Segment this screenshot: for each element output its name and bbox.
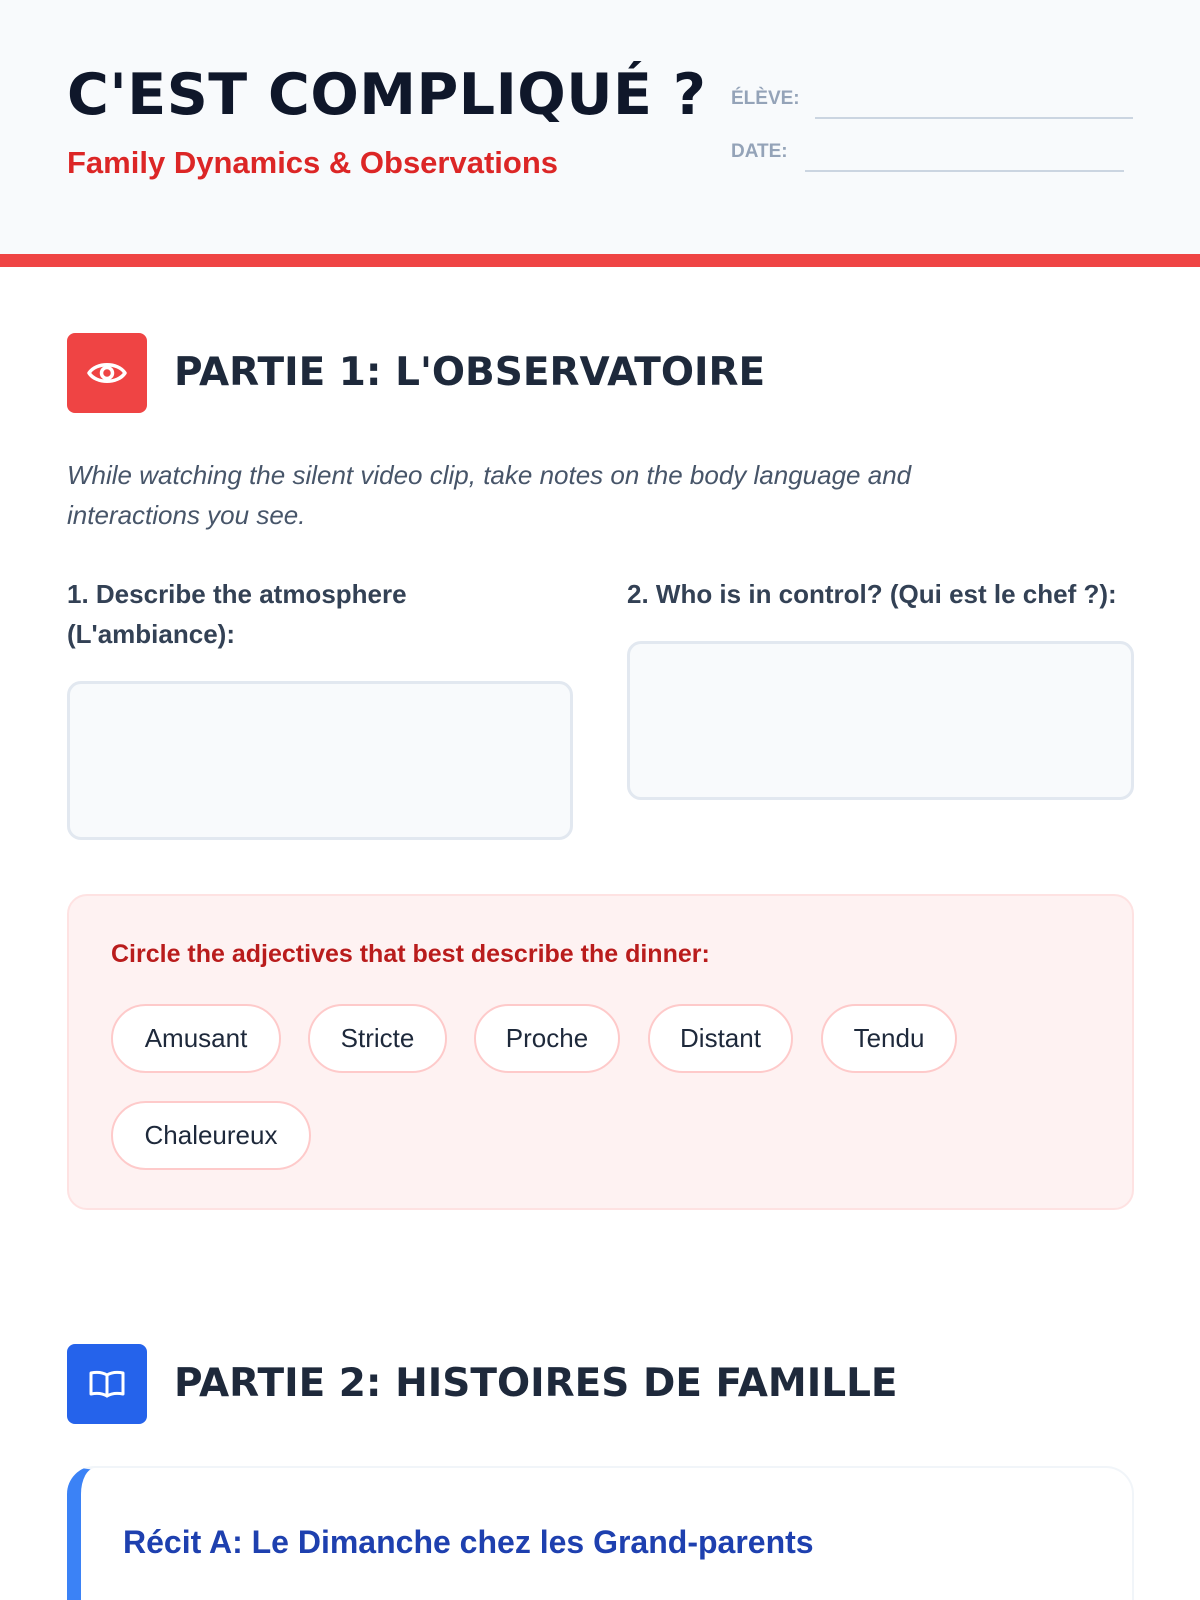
student-name-line[interactable] <box>815 117 1133 119</box>
question-2-label: 2. Who is in control? (Qui est le chef ?): <box>627 579 1117 609</box>
part1-instructions: While watching the silent video clip, take notes on the body language and interactions you see. <box>67 460 912 530</box>
part1-title: PARTIE 1: L'OBSERVATOIRE <box>174 350 766 395</box>
adjective-chip[interactable]: Tendu <box>821 1004 957 1073</box>
adjectives-prompt: Circle the adjectives that best describe the dinner: <box>111 940 710 968</box>
question-1-answer-box[interactable] <box>67 681 573 840</box>
question-2-answer-box[interactable] <box>627 641 1134 800</box>
student-label: ÉLÈVE: <box>731 88 800 109</box>
eye-icon <box>67 333 147 413</box>
adjective-chip[interactable]: Chaleureux <box>111 1101 311 1170</box>
worksheet-subtitle: Family Dynamics & Observations <box>67 145 559 180</box>
worksheet-title: C'EST COMPLIQUÉ ? <box>67 62 707 128</box>
story-a-title: Récit A: Le Dimanche chez les Grand-parents <box>123 1524 814 1560</box>
adjective-chip[interactable]: Stricte <box>308 1004 447 1073</box>
part2-title: PARTIE 2: HISTOIRES DE FAMILLE <box>174 1361 898 1406</box>
adjective-chip[interactable]: Proche <box>474 1004 620 1073</box>
date-label: DATE: <box>731 141 788 162</box>
header-divider <box>0 254 1200 267</box>
adjectives-panel <box>67 894 1134 1210</box>
adjective-chip[interactable]: Distant <box>648 1004 793 1073</box>
date-line[interactable] <box>805 170 1124 172</box>
question-1-label: 1. Describe the atmosphere (L'ambiance): <box>67 579 407 649</box>
adjective-chip[interactable]: Amusant <box>111 1004 281 1073</box>
book-icon <box>67 1344 147 1424</box>
worksheet-header <box>0 0 1200 254</box>
